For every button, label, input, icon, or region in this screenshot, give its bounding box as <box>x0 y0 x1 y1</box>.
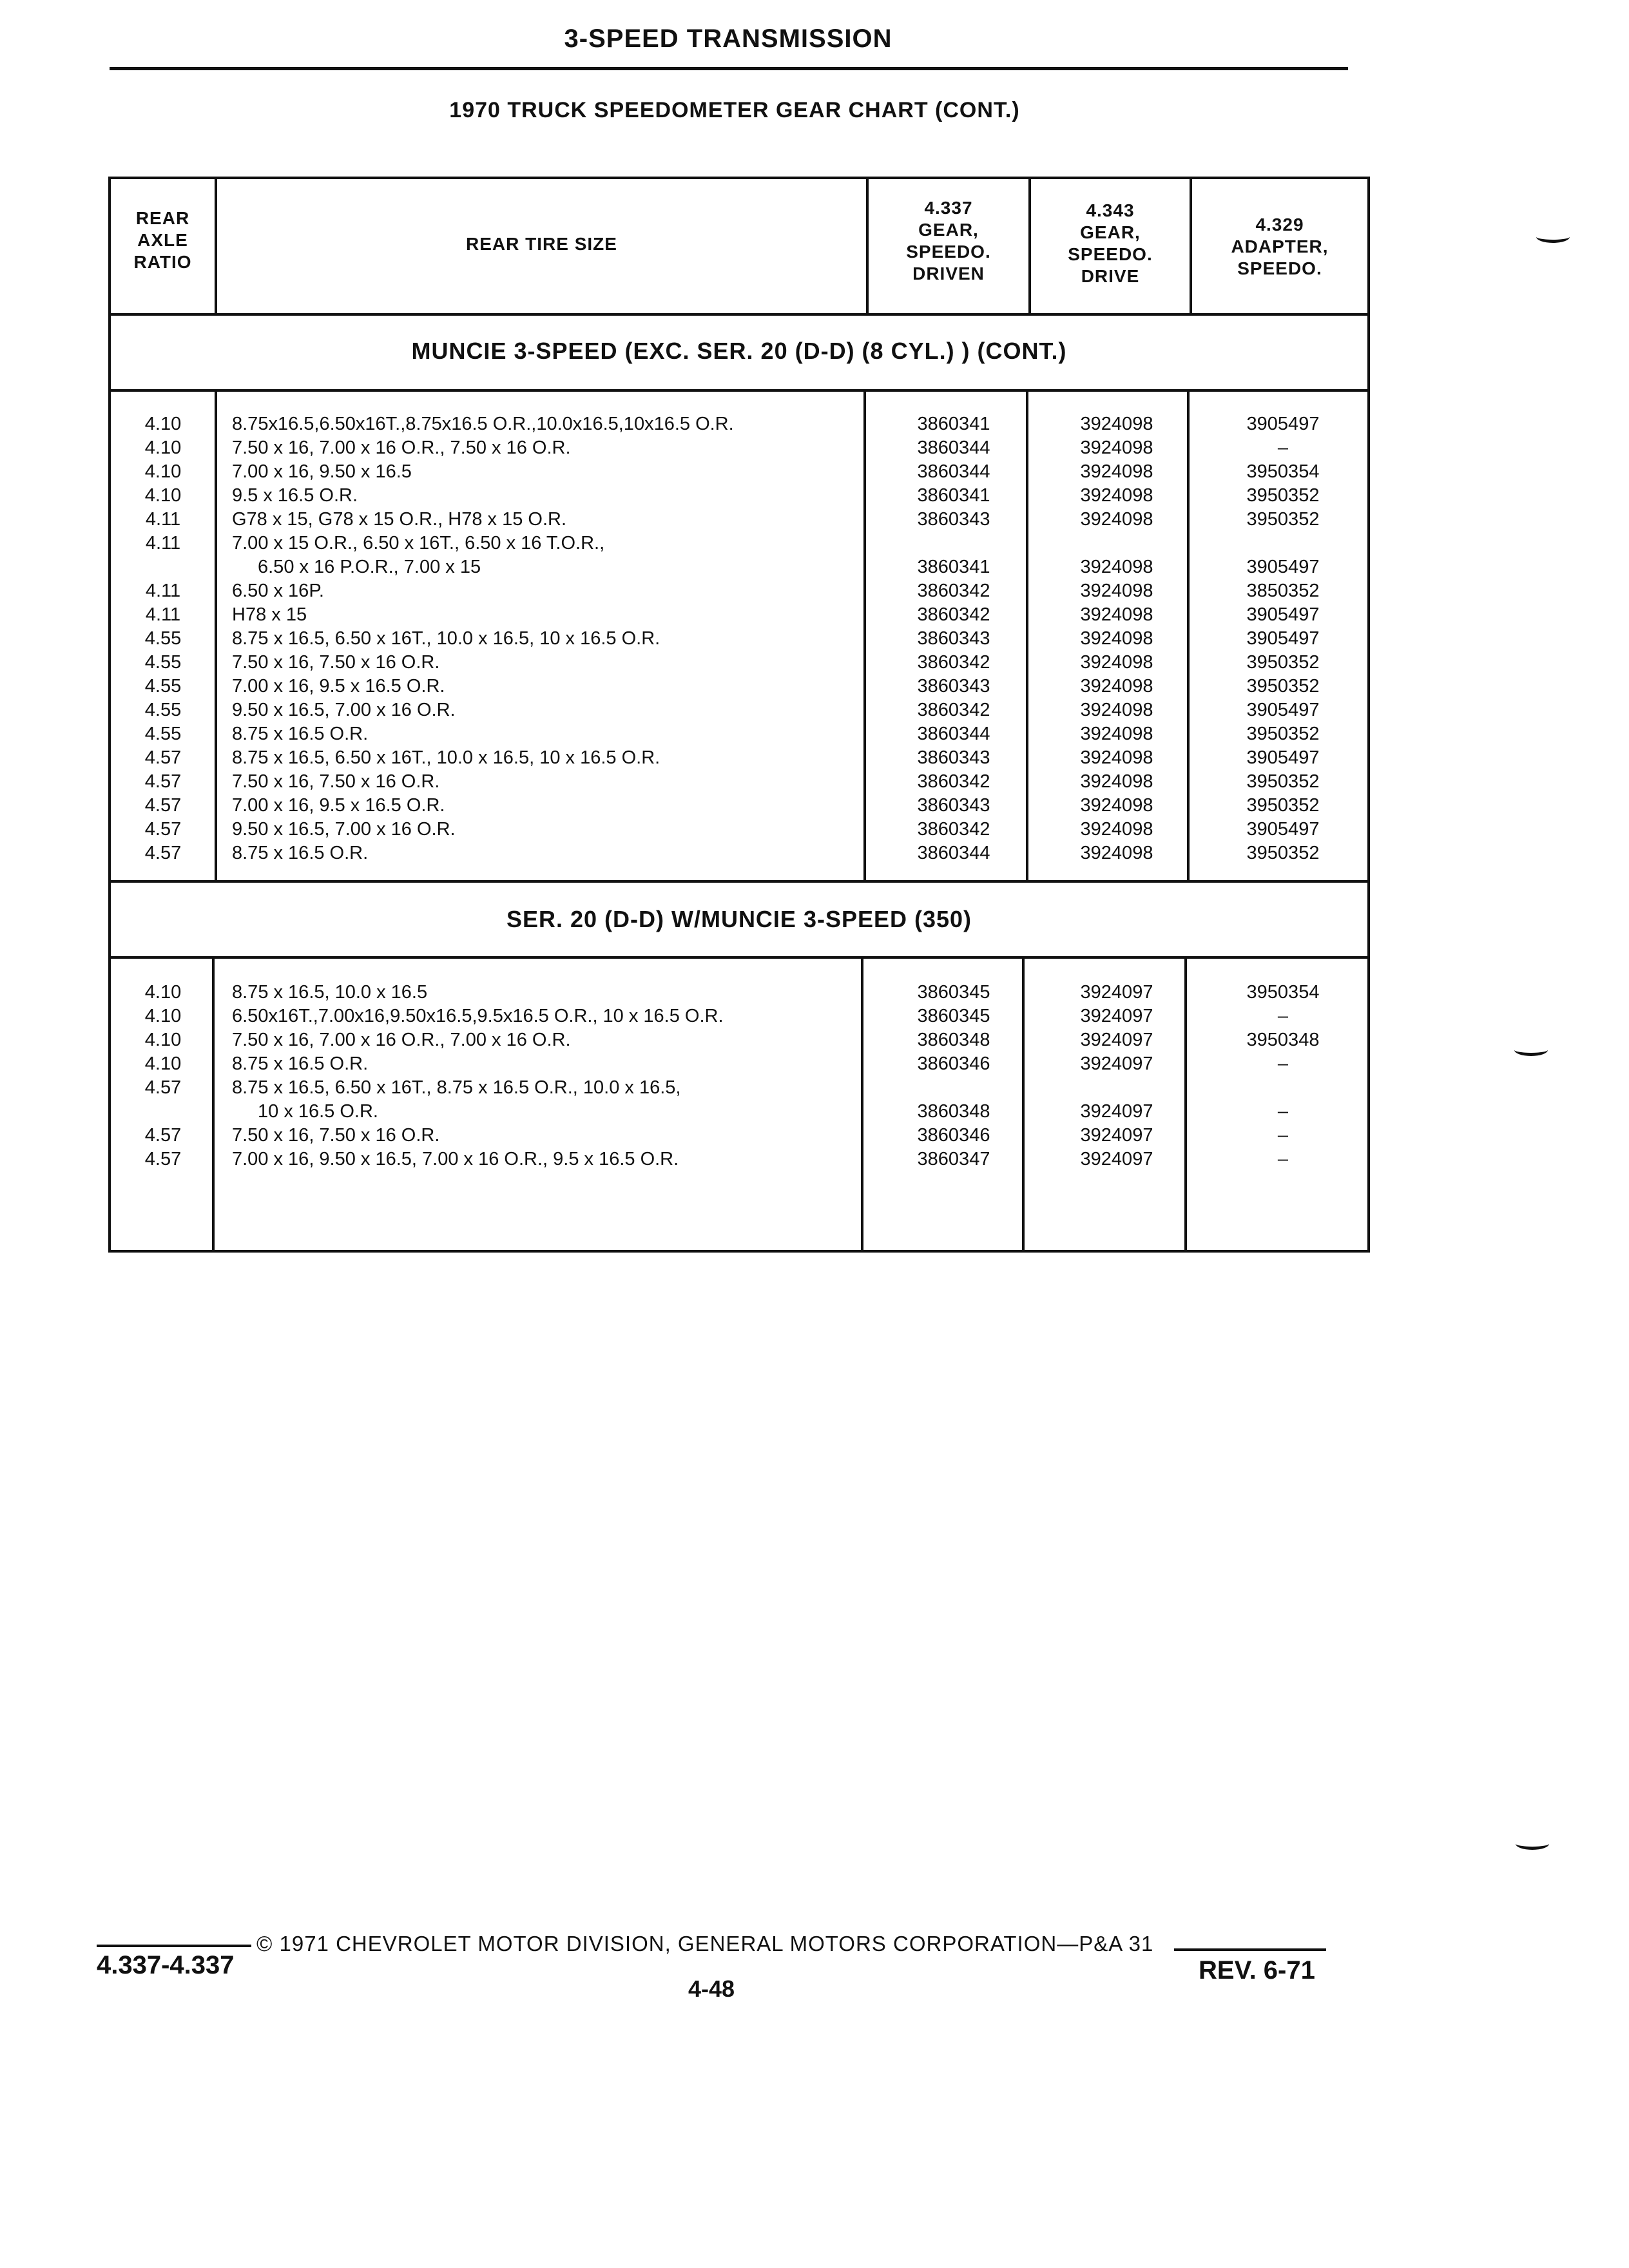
col-header-drive: 4.343 GEAR, SPEEDO. DRIVE <box>1068 200 1153 286</box>
chart-subtitle: 1970 TRUCK SPEEDOMETER GEAR CHART (CONT.) <box>449 98 1020 122</box>
tire-size-cell: 8.75 x 16.5 O.R. <box>232 843 369 863</box>
axle-ratio-cell: 4.11 <box>145 604 181 625</box>
axle-ratio-cell: 4.55 <box>144 676 182 697</box>
speedo-adapter-cell: 3850352 <box>1246 581 1320 601</box>
speedo-driven-cell: 3860342 <box>917 700 990 720</box>
table-row <box>111 1148 1367 1171</box>
table-row <box>111 818 1367 841</box>
table-row <box>111 627 1367 651</box>
axle-ratio-cell: 4.10 <box>144 414 182 434</box>
speedo-driven-cell: 3860347 <box>917 1149 990 1169</box>
speedo-driven-cell: 3860343 <box>917 795 990 816</box>
speedo-drive-cell: 3924098 <box>1080 485 1153 506</box>
section-title: MUNCIE 3-SPEED (EXC. SER. 20 (D-D) (8 CYL.) ) (CONT.) <box>411 338 1067 364</box>
speedo-adapter-cell: – <box>1277 1101 1289 1122</box>
axle-ratio-cell: 4.57 <box>144 795 182 816</box>
tire-size-cell: 9.50 x 16.5, 7.00 x 16 O.R. <box>232 700 456 720</box>
speedo-drive-cell: 3924098 <box>1080 747 1153 768</box>
axle-ratio-cell: 4.10 <box>144 485 182 506</box>
copyright-text: © 1971 CHEVROLET MOTOR DIVISION, GENERAL MOTORS CORPORATION—P&A 31 <box>256 1932 1154 1956</box>
speedo-drive-cell: 3924097 <box>1080 1053 1153 1074</box>
axle-ratio-cell: 4.10 <box>144 1006 182 1026</box>
tire-size-cell: 7.50 x 16, 7.00 x 16 O.R., 7.00 x 16 O.R. <box>232 1030 571 1050</box>
speedo-adapter-cell: 3950352 <box>1246 724 1320 744</box>
speedo-drive-cell: 3924097 <box>1080 1006 1153 1026</box>
table-row <box>111 1004 1367 1028</box>
axle-ratio-cell: 4.10 <box>144 461 182 482</box>
speedo-driven-cell: 3860343 <box>917 747 990 768</box>
speedo-driven-cell: 3860341 <box>917 485 990 506</box>
tire-size-cell: 9.5 x 16.5 O.R. <box>232 485 358 506</box>
speedo-adapter-cell: 3950352 <box>1246 771 1320 792</box>
speedo-drive-cell: 3924098 <box>1080 557 1153 577</box>
tire-size-cell: 6.50 x 16P. <box>232 581 324 601</box>
axle-ratio-cell: 4.11 <box>145 533 181 553</box>
speedo-driven-cell: 3860345 <box>917 982 990 1003</box>
tire-size-cell: 7.00 x 16, 9.5 x 16.5 O.R. <box>232 795 445 816</box>
table-row <box>111 412 1367 436</box>
section-divider <box>108 956 1370 959</box>
speedo-driven-cell: 3860343 <box>917 676 990 697</box>
tire-size-cell: 10 x 16.5 O.R. <box>258 1101 378 1122</box>
section-title: SER. 20 (D-D) W/MUNCIE 3-SPEED (350) <box>506 906 972 932</box>
table-row <box>111 460 1367 484</box>
speedo-drive-cell: 3924097 <box>1080 1101 1153 1122</box>
speedo-adapter-cell: 3950352 <box>1246 843 1320 863</box>
speedo-adapter-cell: 3905497 <box>1246 819 1320 840</box>
tire-size-cell: 7.50 x 16, 7.50 x 16 O.R. <box>232 771 440 792</box>
speedo-adapter-cell: 3905497 <box>1246 628 1320 649</box>
speedo-drive-cell: 3924098 <box>1080 437 1153 458</box>
col-header-ratio: REAR AXLE RATIO <box>133 208 192 272</box>
table-row <box>111 794 1367 818</box>
speedo-drive-cell: 3924097 <box>1080 982 1153 1003</box>
tire-size-cell: G78 x 15, G78 x 15 O.R., H78 x 15 O.R. <box>232 509 567 530</box>
speedo-drive-cell: 3924098 <box>1080 724 1153 744</box>
speedo-adapter-cell: 3950348 <box>1246 1030 1320 1050</box>
axle-ratio-cell: 4.55 <box>144 700 182 720</box>
table-row <box>111 436 1367 460</box>
axle-ratio-cell: 4.57 <box>144 1125 182 1146</box>
page-number: 4-48 <box>688 1975 735 2002</box>
speedo-driven-cell: 3860348 <box>917 1101 990 1122</box>
speedo-adapter-cell: – <box>1277 437 1289 458</box>
table-row <box>111 603 1367 627</box>
speedo-adapter-cell: – <box>1277 1053 1289 1074</box>
header-divider <box>108 313 1370 316</box>
speedo-drive-cell: 3924098 <box>1080 652 1153 673</box>
speedo-driven-cell: 3860341 <box>917 414 990 434</box>
tire-size-cell: 9.50 x 16.5, 7.00 x 16 O.R. <box>232 819 456 840</box>
speedo-adapter-cell: 3905497 <box>1246 557 1320 577</box>
tire-size-cell: 6.50x16T.,7.00x16,9.50x16.5,9.5x16.5 O.R., 10 x 16.5 O.R. <box>232 1006 724 1026</box>
tire-size-cell: 7.00 x 16, 9.50 x 16.5 <box>232 461 412 482</box>
page-title: 3-SPEED TRANSMISSION <box>564 24 892 53</box>
speedo-adapter-cell: 3950352 <box>1246 485 1320 506</box>
tire-size-cell: 8.75x16.5,6.50x16T.,8.75x16.5 O.R.,10.0x16.5,10x16.5 O.R. <box>232 414 734 434</box>
speedo-adapter-cell: 3950354 <box>1246 982 1320 1003</box>
speedo-drive-cell: 3924098 <box>1080 700 1153 720</box>
speedo-driven-cell: 3860344 <box>917 437 990 458</box>
speedo-adapter-cell: 3950354 <box>1246 461 1320 482</box>
speedo-driven-cell: 3860342 <box>917 771 990 792</box>
tire-size-cell: 8.75 x 16.5 O.R. <box>232 1053 369 1074</box>
speedo-drive-cell: 3924098 <box>1080 509 1153 530</box>
axle-ratio-cell: 4.10 <box>144 1053 182 1074</box>
speedo-driven-cell: 3860344 <box>917 724 990 744</box>
speedo-drive-cell: 3924098 <box>1080 628 1153 649</box>
tire-size-cell: 8.75 x 16.5, 10.0 x 16.5 <box>232 982 428 1003</box>
axle-ratio-cell: 4.11 <box>145 509 181 530</box>
table-row <box>111 1076 1367 1100</box>
section-code: 4.337-4.337 <box>97 1951 235 1979</box>
speedo-adapter-cell: 3905497 <box>1246 414 1320 434</box>
speedo-drive-cell: 3924098 <box>1080 819 1153 840</box>
speedo-adapter-cell: – <box>1277 1149 1289 1169</box>
binder-mark <box>1536 231 1570 243</box>
speedo-adapter-cell: – <box>1277 1006 1289 1026</box>
speedo-driven-cell: 3860348 <box>917 1030 990 1050</box>
section-divider <box>108 389 1370 392</box>
speedo-adapter-cell: 3950352 <box>1246 676 1320 697</box>
axle-ratio-cell: 4.57 <box>144 771 182 792</box>
speedo-drive-cell: 3924098 <box>1080 581 1153 601</box>
speedo-driven-cell: 3860343 <box>917 509 990 530</box>
table-row <box>111 579 1367 603</box>
table-row <box>111 555 1367 579</box>
speedo-driven-cell: 3860346 <box>917 1053 990 1074</box>
table-row <box>111 508 1367 532</box>
table-row <box>111 770 1367 794</box>
speedo-driven-cell: 3860345 <box>917 1006 990 1026</box>
speedo-driven-cell: 3860344 <box>917 843 990 863</box>
speedo-drive-cell: 3924098 <box>1080 604 1153 625</box>
speedo-drive-cell: 3924098 <box>1080 843 1153 863</box>
axle-ratio-cell: 4.55 <box>144 724 182 744</box>
table-row <box>111 1028 1367 1052</box>
table-row <box>111 746 1367 770</box>
tire-size-cell: 7.00 x 16, 9.5 x 16.5 O.R. <box>232 676 445 697</box>
speedo-drive-cell: 3924098 <box>1080 461 1153 482</box>
axle-ratio-cell: 4.57 <box>144 1077 182 1098</box>
col-header-adapter: 4.329 ADAPTER, SPEEDO. <box>1231 215 1329 278</box>
section-divider <box>108 880 1370 883</box>
revision: REV. 6-71 <box>1199 1956 1315 1984</box>
speedo-drive-cell: 3924097 <box>1080 1030 1153 1050</box>
speedo-adapter-cell: 3905497 <box>1246 700 1320 720</box>
binder-mark <box>1514 1044 1548 1056</box>
speedo-adapter-cell: 3950352 <box>1246 795 1320 816</box>
speedo-drive-cell: 3924098 <box>1080 414 1153 434</box>
tire-size-cell: H78 x 15 <box>232 604 307 625</box>
speedo-drive-cell: 3924098 <box>1080 795 1153 816</box>
speedo-drive-cell: 3924098 <box>1080 771 1153 792</box>
title-rule <box>110 67 1348 70</box>
axle-ratio-cell: 4.57 <box>144 843 182 863</box>
table-row <box>111 675 1367 698</box>
axle-ratio-cell: 4.10 <box>144 1030 182 1050</box>
table-row <box>111 722 1367 746</box>
speedo-drive-cell: 3924097 <box>1080 1125 1153 1146</box>
speedo-driven-cell: 3860342 <box>917 652 990 673</box>
table-row <box>111 698 1367 722</box>
tire-size-cell: 8.75 x 16.5, 6.50 x 16T., 10.0 x 16.5, 10 x 16.5 O.R. <box>232 628 660 649</box>
tire-size-cell: 8.75 x 16.5, 6.50 x 16T., 10.0 x 16.5, 10 x 16.5 O.R. <box>232 747 660 768</box>
footer-rule <box>1174 1948 1326 1951</box>
speedo-driven-cell: 3860341 <box>917 557 990 577</box>
axle-ratio-cell: 4.57 <box>144 747 182 768</box>
col-header-driven: 4.337 GEAR, SPEEDO. DRIVEN <box>906 198 991 284</box>
tire-size-cell: 7.50 x 16, 7.50 x 16 O.R. <box>232 652 440 673</box>
table-row <box>111 1052 1367 1076</box>
speedo-drive-cell: 3924098 <box>1080 676 1153 697</box>
table-row <box>111 981 1367 1004</box>
speedo-adapter-cell: 3950352 <box>1246 509 1320 530</box>
footer-rule <box>97 1945 251 1947</box>
tire-size-cell: 7.50 x 16, 7.00 x 16 O.R., 7.50 x 16 O.R. <box>232 437 571 458</box>
speedo-driven-cell: 3860343 <box>917 628 990 649</box>
tire-size-cell: 6.50 x 16 P.O.R., 7.00 x 15 <box>258 557 481 577</box>
speedo-driven-cell: 3860342 <box>917 581 990 601</box>
speedo-adapter-cell: 3950352 <box>1246 652 1320 673</box>
table-row <box>111 1124 1367 1148</box>
table-row <box>111 651 1367 675</box>
tire-size-cell: 8.75 x 16.5, 6.50 x 16T., 8.75 x 16.5 O.R., 10.0 x 16.5, <box>232 1077 681 1098</box>
table-row <box>111 484 1367 508</box>
axle-ratio-cell: 4.11 <box>145 581 181 601</box>
speedo-driven-cell: 3860342 <box>917 819 990 840</box>
speedo-drive-cell: 3924097 <box>1080 1149 1153 1169</box>
speedo-driven-cell: 3860344 <box>917 461 990 482</box>
table-row <box>111 1100 1367 1124</box>
col-header-tire: REAR TIRE SIZE <box>466 234 617 254</box>
speedo-driven-cell: 3860342 <box>917 604 990 625</box>
tire-size-cell: 8.75 x 16.5 O.R. <box>232 724 369 744</box>
axle-ratio-cell: 4.57 <box>144 1149 182 1169</box>
speedo-adapter-cell: – <box>1277 1125 1289 1146</box>
table-row <box>111 532 1367 555</box>
axle-ratio-cell: 4.10 <box>144 437 182 458</box>
tire-size-cell: 7.50 x 16, 7.50 x 16 O.R. <box>232 1125 440 1146</box>
speedo-driven-cell: 3860346 <box>917 1125 990 1146</box>
speedo-adapter-cell: 3905497 <box>1246 604 1320 625</box>
speedo-adapter-cell: 3905497 <box>1246 747 1320 768</box>
binder-mark <box>1516 1838 1549 1850</box>
axle-ratio-cell: 4.55 <box>144 628 182 649</box>
table-row <box>111 841 1367 865</box>
tire-size-cell: 7.00 x 15 O.R., 6.50 x 16T., 6.50 x 16 T.O.R., <box>232 533 605 553</box>
axle-ratio-cell: 4.55 <box>144 652 182 673</box>
tire-size-cell: 7.00 x 16, 9.50 x 16.5, 7.00 x 16 O.R., 9.5 x 16.5 O.R. <box>232 1149 679 1169</box>
axle-ratio-cell: 4.10 <box>144 982 182 1003</box>
axle-ratio-cell: 4.57 <box>144 819 182 840</box>
